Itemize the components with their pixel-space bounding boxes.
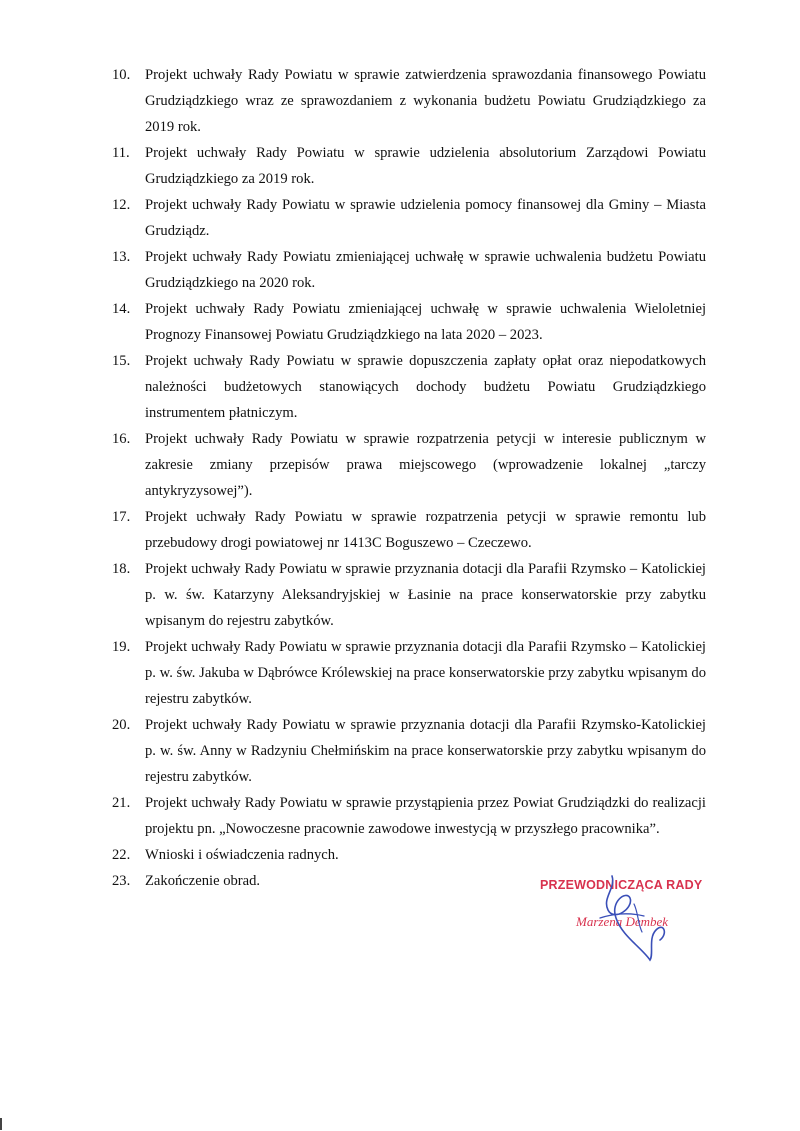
item-text: Projekt uchwały Rady Powiatu w sprawie przyznania dotacji dla Parafii Rzymsko – Katolickiej p. w. św. Katarzyny Aleksandryjskiej w Łasinie na prace konserwatorskie przy zabytku wpisanym do rejestru zabytków. (145, 561, 706, 629)
item-text: Wnioski i oświadczenia radnych. (145, 847, 339, 863)
item-number: 14. (112, 301, 131, 317)
item-text: Projekt uchwały Rady Powiatu w sprawie przyznania dotacji dla Parafii Rzymsko-Katolickiej p. w. św. Anny w Radzyniu Chełmińskim na prace konserwatorskie przy zabytku wpisanym do rejestru zabytków. (145, 717, 706, 785)
item-number: 13. (112, 249, 131, 265)
item-number: 10. (112, 67, 131, 83)
item-text: Projekt uchwały Rady Powiatu w sprawie rozpatrzenia petycji w sprawie remontu lub przebudowy drogi powiatowej nr 1413C Boguszewo – Czeczewo. (145, 509, 706, 551)
agenda-item (112, 504, 706, 556)
agenda-item (112, 192, 706, 244)
agenda-item (112, 62, 706, 140)
agenda-item (112, 556, 706, 634)
item-text: Projekt uchwały Rady Powiatu zmieniającej uchwałę w sprawie uchwalenia Wieloletniej Prognozy Finansowej Powiatu Grudziądzkiego na lata 2020 – 2023. (145, 301, 706, 343)
stamp-title: PRZEWODNICZĄCA RADY (540, 878, 703, 892)
agenda-list (112, 62, 706, 894)
item-number: 11. (112, 145, 130, 161)
item-text: Projekt uchwały Rady Powiatu w sprawie udzielenia absolutorium Zarządowi Powiatu Grudziądzkiego za 2019 rok. (145, 145, 706, 187)
item-number: 12. (112, 197, 131, 213)
agenda-item (112, 712, 706, 790)
item-number: 19. (112, 639, 131, 655)
item-number: 23. (112, 873, 131, 889)
item-text: Projekt uchwały Rady Powiatu zmieniającej uchwałę w sprawie uchwalenia budżetu Powiatu Grudziądzkiego na 2020 rok. (145, 249, 706, 291)
agenda-item (112, 790, 706, 842)
item-number: 16. (112, 431, 131, 447)
agenda-item (112, 296, 706, 348)
handwritten-signature-icon (572, 868, 682, 963)
item-number: 15. (112, 353, 131, 369)
item-number: 22. (112, 847, 131, 863)
agenda-item (112, 842, 706, 868)
agenda-item (112, 348, 706, 426)
item-number: 17. (112, 509, 131, 525)
item-number: 21. (112, 795, 131, 811)
agenda-item (112, 140, 706, 192)
item-text: Projekt uchwały Rady Powiatu w sprawie udzielenia pomocy finansowej dla Gminy – Miasta Grudziądz. (145, 197, 706, 239)
item-text: Projekt uchwały Rady Powiatu w sprawie rozpatrzenia petycji w interesie publicznym w zakresie zmiany przepisów prawa miejscowego (wprowadzenie lokalnej „tarczy antykryzysowej”). (145, 431, 706, 499)
agenda-item (112, 426, 706, 504)
agenda-item (112, 244, 706, 296)
item-text: Projekt uchwały Rady Powiatu w sprawie przyznania dotacji dla Parafii Rzymsko – Katolickiej p. w. św. Jakuba w Dąbrówce Królewskiej na prace konserwatorskie przy zabytku wpisanym do rejestru zabytków. (145, 639, 706, 707)
item-number: 18. (112, 561, 131, 577)
item-text: Projekt uchwały Rady Powiatu w sprawie przystąpienia przez Powiat Grudziądzki do realizacji projektu pn. „Nowoczesne pracownie zawodowe inwestycją w przyszłego pracownika”. (145, 795, 706, 837)
item-number: 20. (112, 717, 131, 733)
item-text: Projekt uchwały Rady Powiatu w sprawie dopuszczenia zapłaty opłat oraz niepodatkowych należności budżetowych stanowiących dochody budżetu Powiatu Grudziądzkiego instrumentem płatniczym. (145, 353, 706, 421)
item-text: Zakończenie obrad. (145, 873, 261, 889)
agenda-item (112, 634, 706, 712)
stamp-name: Marzena Dembek (576, 914, 669, 929)
page-margin-mark (0, 1118, 2, 1130)
item-text: Projekt uchwały Rady Powiatu w sprawie zatwierdzenia sprawozdania finansowego Powiatu Grudziądzkiego wraz ze sprawozdaniem z wykonania budżetu Powiatu Grudziądzkiego za 2019 rok. (145, 67, 706, 135)
